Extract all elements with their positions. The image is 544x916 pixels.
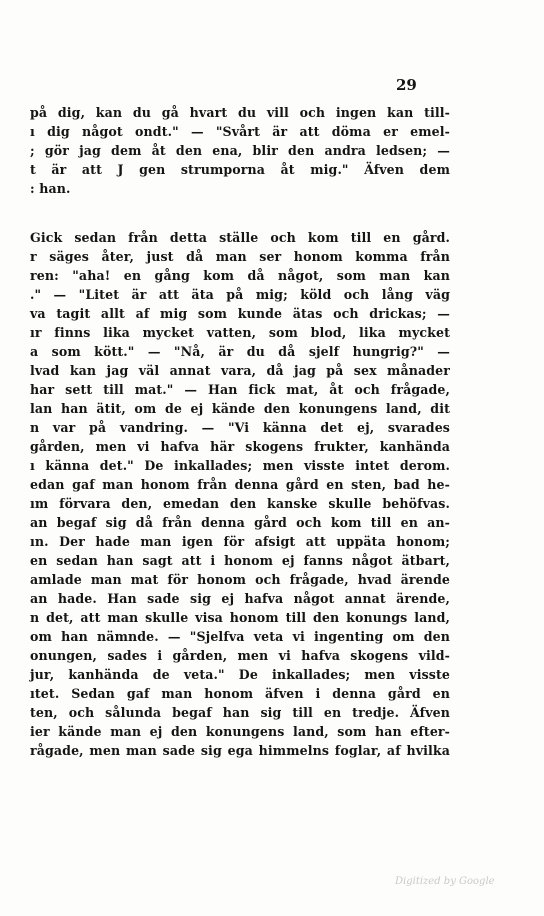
- text-line: ." — "Litet är att äta på mig; köld och lång väg: [30, 287, 450, 302]
- text-line: Gick sedan från detta ställe och kom till en gård.: [30, 230, 450, 245]
- text-line: lvad kan jag väl annat vara, då jag på sex månader: [30, 363, 450, 378]
- text-line: ren: "aha! en gång kom då något, som man kan: [30, 268, 450, 283]
- text-line: ten, och sålunda begaf han sig till en tredje. Äfven: [30, 705, 450, 720]
- text-line: edan gaf man honom från denna gård en sten, bad he-: [30, 477, 450, 492]
- text-line: a som kött." — "Nå, är du då sjelf hungrig?" —: [30, 344, 450, 359]
- text-line: an hade. Han sade sig ej hafva något annat ärende,: [30, 591, 450, 606]
- text-line: lan han ätit, om de ej kände den konungens land, dit: [30, 401, 450, 416]
- text-line: amlade man mat för honom och frågade, hvad ärende: [30, 572, 450, 587]
- text-line: r säges åter, just då man ser honom komma från: [30, 249, 450, 264]
- text-line: : han.: [30, 181, 71, 196]
- text-line: jur, kanhända de veta." De inkallades; men visste: [30, 667, 450, 682]
- text-line: va tagit allt af mig som kunde ätas och drickas; —: [30, 306, 450, 321]
- text-line: en sedan han sagt att i honom ej fanns något ätbart,: [30, 553, 450, 568]
- text-line: t är att J gen strumporna åt mig." Äfven dem: [30, 162, 450, 177]
- text-line: gården, men vi hafva här skogens frukter, kanhända: [30, 439, 450, 454]
- digitization-watermark: Digitized by Google: [395, 876, 495, 887]
- page-number: 29: [396, 76, 417, 94]
- text-line: på dig, kan du gå hvart du vill och ingen kan till-: [30, 105, 450, 120]
- text-line: ı känna det." De inkallades; men visste intet derom.: [30, 458, 450, 473]
- text-line: ier kände man ej den konungens land, som han efter-: [30, 724, 450, 739]
- text-line: om han nämnde. — "Sjelfva veta vi ingenting om den: [30, 629, 450, 644]
- text-line: har sett till mat." — Han fick mat, åt och frågade,: [30, 382, 450, 397]
- text-line: ım förvara den, emedan den kanske skulle behöfvas.: [30, 496, 450, 511]
- text-line: ; gör jag dem åt den ena, blir den andra ledsen; —: [30, 143, 450, 158]
- text-line: n det, att man skulle visa honom till den konungs land,: [30, 610, 450, 625]
- text-line: ın. Der hade man igen för afsigt att uppäta honom;: [30, 534, 450, 549]
- text-line: rågade, men man sade sig ega himmelns foglar, af hvilka: [30, 743, 450, 758]
- text-line: ır finns lika mycket vatten, som blod, lika mycket: [30, 325, 450, 340]
- text-line: onungen, sades i gården, men vi hafva skogens vild-: [30, 648, 450, 663]
- text-line: an begaf sig då från denna gård och kom till en an-: [30, 515, 450, 530]
- text-line: ıtet. Sedan gaf man honom äfven i denna gård en: [30, 686, 450, 701]
- text-line: n var på vandring. — "Vi känna det ej, svarades: [30, 420, 450, 435]
- text-line: ı dig något ondt." — "Svårt är att döma er emel-: [30, 124, 450, 139]
